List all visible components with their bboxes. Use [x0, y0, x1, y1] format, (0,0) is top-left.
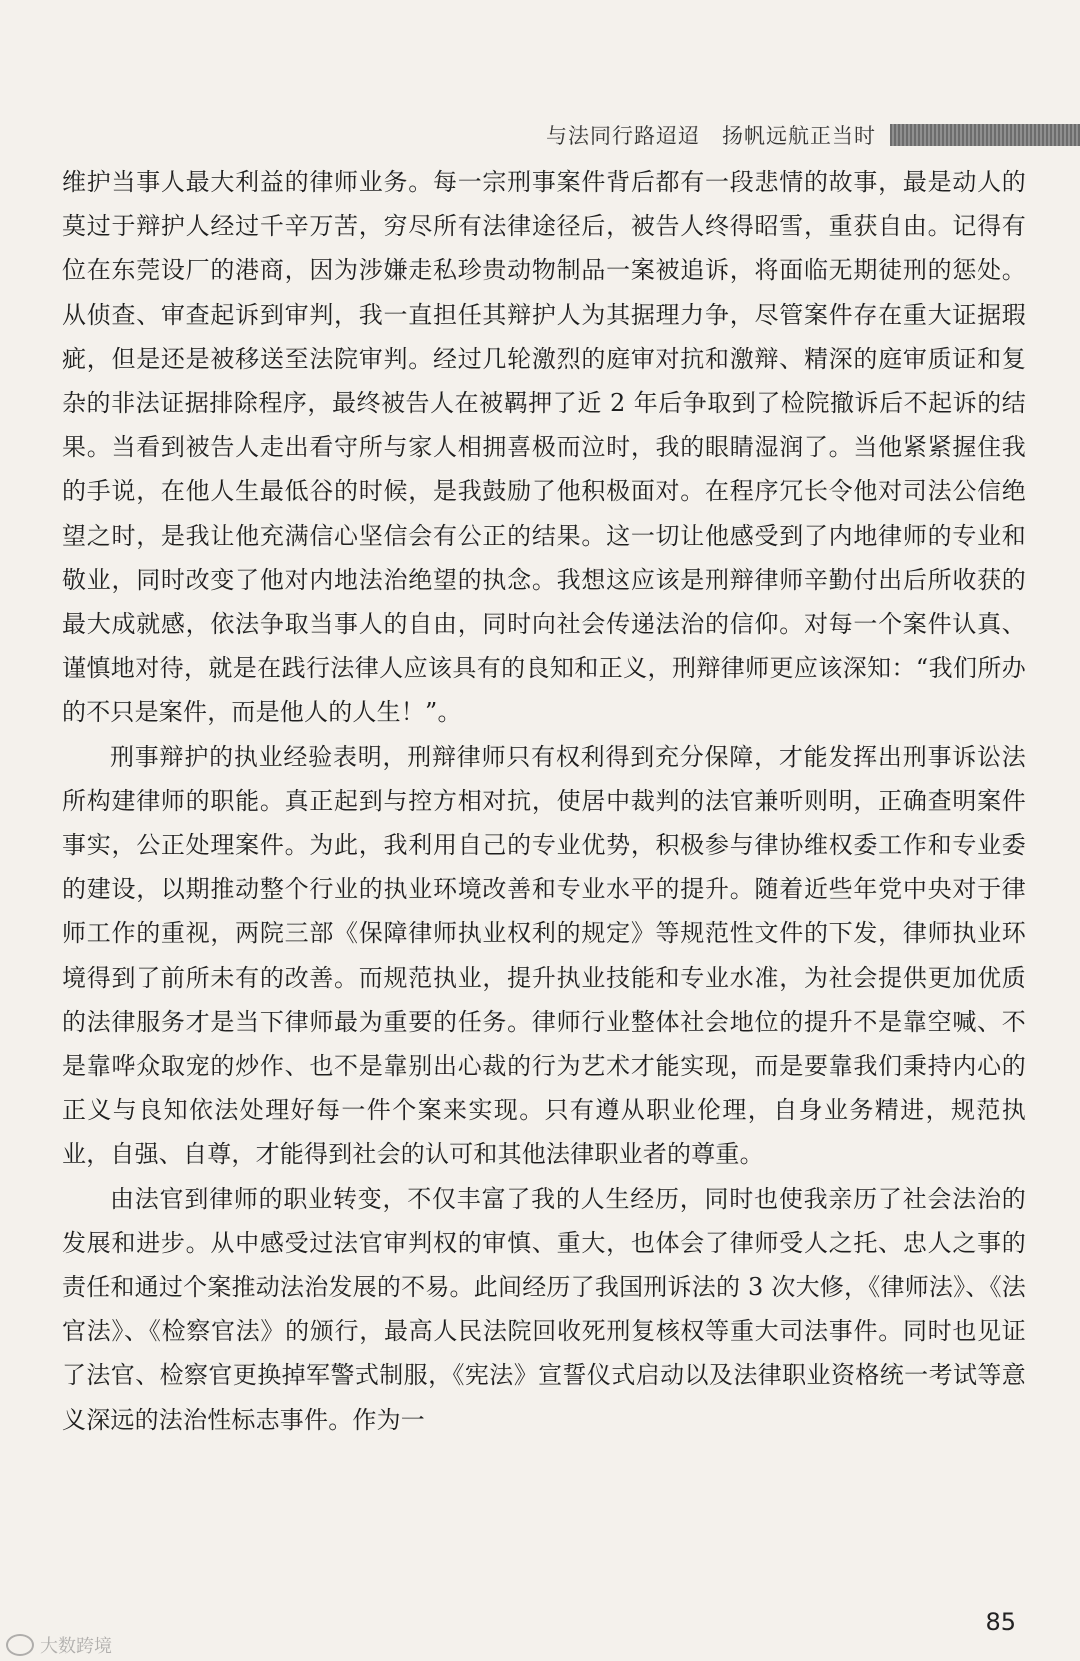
running-header-title: 与法同行路迢迢 扬帆远航正当时 — [546, 124, 876, 148]
paragraph: 维护当事人最大利益的律师业务。每一宗刑事案件背后都有一段悲情的故事，最是动人的莫过于辩护人经过千辛万苦，穷尽所有法律途径后，被告人终得昭雪，重获自由。记得有位在东莞设厂的港商，因为涉嫌走私珍贵动物制品一案被追诉，将面临无期徒刑的惩处。从侦查、审查起诉到审判，我一直担任其辩护人为其据理力争，尽管案件存在重大证据瑕疵，但是还是被移送至法院审判。经过几轮激烈的庭审对抗和激辩、精深的庭审质证和复杂的非法证据排除程序，最终被告人在被羁押了近 2 年后争取到了检院撤诉后不起诉的结果。当看到被告人走出看守所与家人相拥喜极而泣时，我的眼睛湿润了。当他紧紧握住我的手说，在他人生最低谷的时候，是我鼓励了他积极面对。在程序冗长令他对司法公信绝望之时，是我让他充满信心坚信会有公正的结果。这一切让他感受到了内地律师的专业和敬业，同时改变了他对内地法治绝望的执念。我想这应该是刑辩律师辛勤付出后所收获的最大成就感，依法争取当事人的自由，同时向社会传递法治的信仰。对每一个案件认真、谨慎地对待，就是在践行法律人应该具有的良知和正义，刑辩律师更应该深知：“我们所办的不只是案件，而是他人的人生！”。 — [62, 168, 1026, 727]
paragraph: 由法官到律师的职业转变，不仅丰富了我的人生经历，同时也使我亲历了社会法治的发展和进步。从中感受过法官审判权的审慎、重大，也体会了律师受人之托、忠人之事的责任和通过个案推动法治发展的不易。此间经历了我国刑诉法的 3 次大修，《律师法》、《法官法》、《检察官法》的颁行，最高人民法院回收死刑复核权等重大司法事件。同时也见证了法官、检察官更换掉军警式制服，《宪法》宣誓仪式启动以及法律职业资格统一考试等意义深远的法治性标志事件。作为一 — [62, 1184, 1026, 1434]
header-decorative-bar — [890, 124, 1080, 146]
body-text — [62, 160, 1026, 1442]
running-header — [546, 118, 1080, 152]
watermark-text: 大数跨境 — [40, 1636, 112, 1657]
page-number: 85 — [985, 1608, 1016, 1636]
watermark-logo-icon — [6, 1634, 34, 1656]
watermark — [6, 1632, 112, 1658]
paragraph: 刑事辩护的执业经验表明，刑辩律师只有权利得到充分保障，才能发挥出刑事诉讼法所构建律师的职能。真正起到与控方相对抗，使居中裁判的法官兼听则明，正确查明案件事实，公正处理案件。为此，我利用自己的专业优势，积极参与律协维权委工作和专业委的建设，以期推动整个行业的执业环境改善和专业水平的提升。随着近些年党中央对于律师工作的重视，两院三部《保障律师执业权利的规定》等规范性文件的下发，律师执业环境得到了前所未有的改善。而规范执业，提升执业技能和专业水准，为社会提供更加优质的法律服务才是当下律师最为重要的任务。律师行业整体社会地位的提升不是靠空喊、不是靠哗众取宠的炒作、也不是靠别出心裁的行为艺术才能实现，而是要靠我们秉持内心的正义与良知依法处理好每一件个案来实现。只有遵从职业伦理，自身业务精进，规范执业，自强、自尊，才能得到社会的认可和其他法律职业者的尊重。 — [62, 742, 1026, 1169]
